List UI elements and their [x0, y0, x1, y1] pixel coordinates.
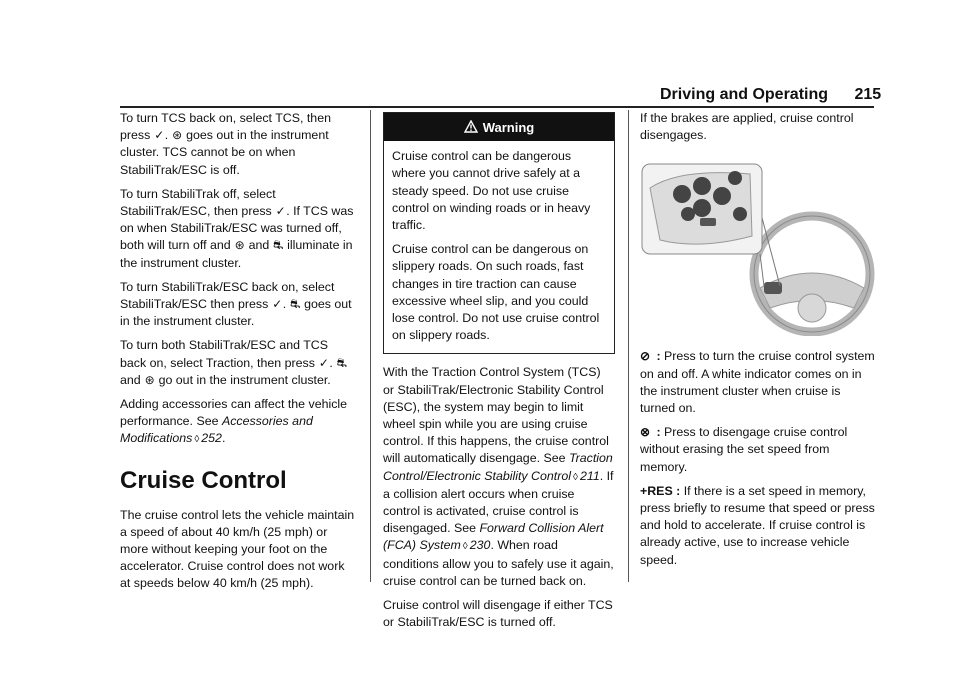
paragraph-brakes: If the brakes are applied, cruise control disengages. [640, 111, 854, 143]
column-left [120, 110, 356, 600]
esc-off-icon: ⛐ [289, 297, 301, 312]
page-ref-icon: ◊ [462, 541, 468, 553]
checkmark-icon: ✓ [272, 297, 283, 312]
column-divider [628, 110, 629, 582]
checkmark-icon: ✓ [154, 128, 165, 143]
warning-body [384, 141, 614, 353]
warning-triangle-icon [464, 120, 478, 133]
page-ref-icon: ◊ [194, 434, 200, 446]
cancel-icon: ⊗ [640, 425, 651, 440]
tcs-off-icon: ⊛ [144, 372, 155, 387]
paragraph-stabilitrak-on: To turn StabiliTrak/ESC back on, select StabiliTrak/ESC then press ✓. ⛐ goes out in the instrument cluster. [120, 279, 352, 329]
tcs-off-icon: ⊛ [234, 238, 245, 253]
checkmark-icon: ✓ [275, 204, 286, 219]
cross-reference-link[interactable]: Forward Collision Alert (FCA) System [383, 521, 604, 553]
checkmark-icon: ✓ [318, 355, 329, 370]
paragraph-accessories: Adding accessories can affect the vehicle performance. See Accessories and Modifications ◊ 252. [120, 397, 348, 446]
page-ref-number[interactable]: 230 [469, 538, 491, 553]
section-title: Driving and Operating [660, 86, 829, 103]
section-heading: Cruise Control [120, 466, 287, 494]
cancel-button-description: ⊗ : Press to disengage cruise control without erasing the set speed from memory. [640, 425, 848, 474]
paragraph-cruise-intro: The cruise control lets the vehicle maintain a speed of about 40 km/h (25 mph) or more without keeping your foot on the accelerator. Cruise control does not work at speeds below 40 km/h (25 mph). [120, 507, 355, 591]
cruise-button-description: ⊘ : Press to turn the cruise control system on and off. A white indicator comes on in the instrument cluster when cruise is turned on. [640, 349, 875, 416]
cruise-control-icon: ⊘ [640, 349, 651, 364]
resume-button-description: +RES : If there is a set speed in memory, press briefly to resume that speed or press and hold to accelerate. If cruise control is already active, use to increase vehicle speed. [640, 483, 875, 567]
page-ref-icon: ◊ [573, 471, 578, 483]
column-divider [370, 110, 371, 582]
header-rule [120, 106, 874, 108]
running-header [660, 86, 880, 104]
tcs-off-icon: ⊛ [172, 128, 183, 143]
paragraph-disengage: Cruise control will disengage if either TCS or StabiliTrak/ESC is turned off. [383, 598, 613, 630]
paragraph-tcs-on: To turn TCS back on, select TCS, then press ✓. ⊛ goes out in the instrument cluster. TCS cannot be on when StabiliTrak/ESC is off. [120, 111, 331, 177]
esc-off-icon: ⛐ [273, 238, 284, 253]
warning-title: Warning [482, 120, 535, 135]
column-right [640, 110, 876, 576]
page-number: 215 [854, 86, 882, 103]
paragraph-tcs-cruise: With the Traction Control System (TCS) or StabiliTrak/Electronic Stability Control (ESC), the system may begin to limit wheel spin while you are using cruise control. If this happens, the cruise control will automatically disengage. See Traction Control/Electronic Stability Control ◊ 211. If a collision alert occurs when cruise control is activated, cruise control is disengaged. See Forward Collision Alert (FCA) System ◊ 230. When road conditions allow you to safely use it again, cruise control can be turned back on. [383, 365, 614, 588]
cross-reference-link[interactable]: Accessories and Modifications [120, 414, 313, 446]
column-middle [383, 110, 615, 638]
steering-wheel-illustration [640, 158, 876, 336]
warning-box [383, 112, 615, 354]
cross-reference-link[interactable]: Traction Control/Electronic Stability Control [383, 451, 613, 483]
resume-label: +RES : [640, 483, 684, 498]
warning-header [384, 113, 614, 141]
esc-off-icon: ⛐ [336, 355, 347, 370]
paragraph-both-on: To turn both StabiliTrak/ESC and TCS back on, select Traction, then press ✓. ⛐ and ⊛ go out in the instrument cluster. [120, 337, 356, 389]
paragraph-stabilitrak-off: To turn StabiliTrak off, select StabiliTrak/ESC, then press ✓. If TCS was on when StabiliTrak/ESC was turned off, both will turn off and ⊛ and ⛐ illuminate in the instrument cluster. [120, 186, 354, 270]
steering-wheel-controls-image [640, 158, 876, 336]
warning-text: Cruise control can be dangerous where you cannot drive safely at a steady speed. Do not use cruise control on winding roads or in heavy traffic. [392, 149, 591, 233]
warning-text: Cruise control can be dangerous on slippery roads. On such roads, fast changes in tire traction can cause excessive wheel slip, and you could lose control. Do not use cruise control on slippery roads. [392, 242, 600, 343]
page-ref-number[interactable]: 252 [201, 431, 222, 446]
page-ref-number[interactable]: 211 [579, 468, 600, 483]
